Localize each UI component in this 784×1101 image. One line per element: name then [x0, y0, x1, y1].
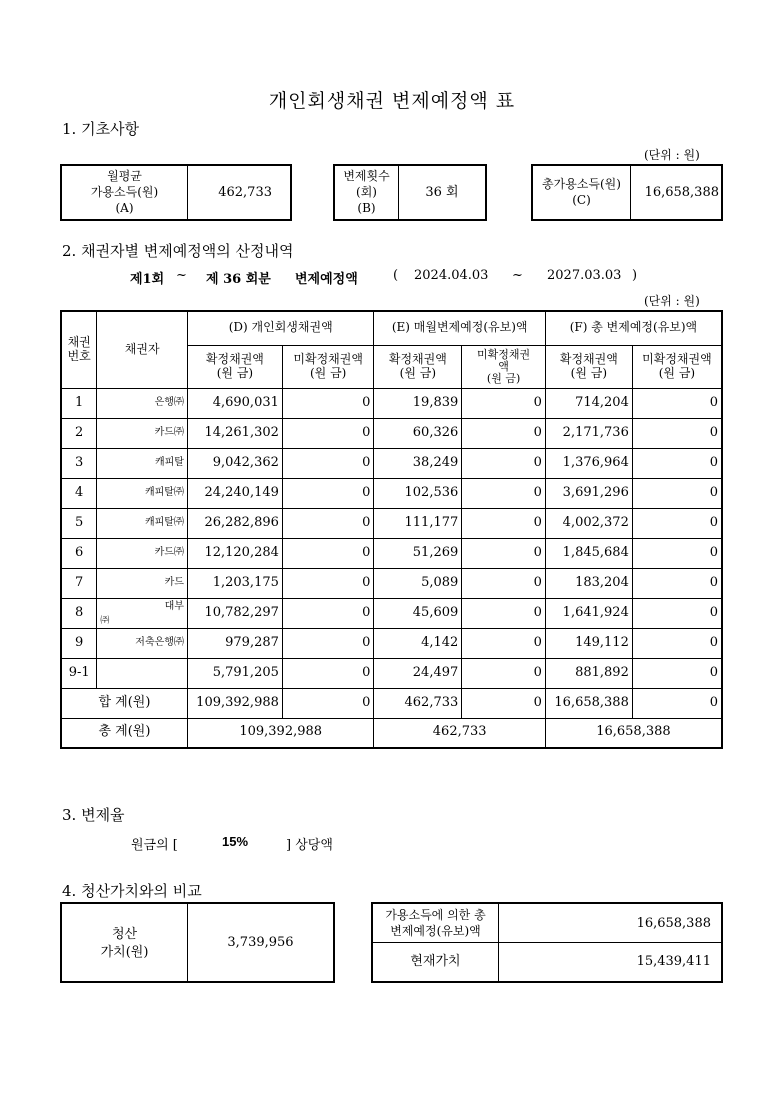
row-e-confirmed: 19,839 — [374, 388, 462, 418]
row-creditor — [97, 478, 188, 508]
header-f-confirmed — [545, 345, 632, 388]
monthly-income-label-3: (A) — [115, 201, 134, 215]
row-d-confirmed: 24,240,149 — [187, 478, 282, 508]
creditor-name: 카드㈜ — [154, 547, 184, 559]
row-e-confirmed: 111,177 — [374, 508, 462, 538]
subtotal-label: 합 계(원) — [61, 688, 187, 718]
creditor-suffix: ㈜ — [100, 616, 110, 627]
row-f-unconfirmed: 0 — [632, 508, 722, 538]
row-no: 8 — [61, 598, 97, 628]
table-row — [61, 388, 722, 418]
row-d-unconfirmed: 0 — [282, 658, 374, 688]
header-group-d: (D) 개인회생채권액 — [187, 311, 374, 345]
h-d2: 미확정채권액 — [293, 351, 363, 366]
h-f1: 확정채권액 — [559, 351, 618, 366]
header-f-unconfirmed — [632, 345, 722, 388]
row-e-confirmed: 5,089 — [374, 568, 462, 598]
liquidation-label: 청산 — [111, 927, 138, 942]
row-no: 4 — [61, 478, 97, 508]
section4-heading: 4. 청산가치와의 비교 — [62, 882, 202, 900]
total-income-box — [531, 164, 723, 221]
liquidation-value: 3,739,956 — [227, 935, 294, 950]
row-e-unconfirmed: 0 — [462, 388, 546, 418]
creditor-name: 캐피탈㈜ — [144, 517, 184, 529]
row-d-confirmed: 1,203,175 — [187, 568, 282, 598]
subtotal-d1: 109,392,988 — [187, 688, 282, 718]
monthly-income-box — [60, 164, 292, 221]
row-d-confirmed: 14,261,302 — [187, 418, 282, 448]
table-row — [61, 508, 722, 538]
row-f-unconfirmed: 0 — [632, 628, 722, 658]
row-f-unconfirmed: 0 — [632, 658, 722, 688]
row-no: 6 — [61, 538, 97, 568]
period-start-date: 2024.04.03 — [414, 268, 489, 283]
row-f-confirmed: 714,204 — [545, 388, 632, 418]
repayment-table — [60, 310, 723, 749]
row-creditor — [97, 508, 188, 538]
row-d-unconfirmed: 0 — [282, 538, 374, 568]
repay-count-label-3: (B) — [357, 201, 376, 215]
total-repay-label: 가용소득에 의한 총 — [385, 908, 486, 922]
row-creditor — [97, 568, 188, 598]
creditor-name: 은행㈜ — [154, 397, 184, 409]
total-income-label: 총가용소득(원) — [542, 177, 621, 191]
period-to: 제 36 회분 — [206, 272, 271, 287]
total-income-label-2: (C) — [572, 193, 591, 207]
row-creditor — [97, 448, 188, 478]
row-d-unconfirmed: 0 — [282, 628, 374, 658]
period-from: 제1회 — [130, 272, 165, 287]
row-creditor — [97, 388, 188, 418]
row-e-confirmed: 4,142 — [374, 628, 462, 658]
present-value-label: 현재가치 — [373, 943, 499, 981]
page-title: 개인회생채권 변제예정액 표 — [268, 90, 516, 112]
row-e-unconfirmed: 0 — [462, 568, 546, 598]
subtotal-f2: 0 — [632, 688, 722, 718]
row-f-unconfirmed: 0 — [632, 448, 722, 478]
row-f-confirmed: 1,376,964 — [545, 448, 632, 478]
row-no: 9 — [61, 628, 97, 658]
subtotal-f1: 16,658,388 — [545, 688, 632, 718]
row-d-unconfirmed: 0 — [282, 448, 374, 478]
row-d-unconfirmed: 0 — [282, 388, 374, 418]
liquidation-label-2: 가치(원) — [100, 945, 149, 960]
repay-comparison-box — [371, 902, 723, 983]
table-row — [61, 448, 722, 478]
h-d2w: (원 금) — [309, 365, 347, 380]
total-repay-label-2: 변제예정(유보)액 — [390, 924, 481, 938]
row-f-unconfirmed: 0 — [632, 418, 722, 448]
repay-count-label-2: (회) — [356, 185, 377, 199]
repay-count-value: 36 회 — [425, 185, 459, 200]
total-label: 총 계(원) — [61, 718, 187, 748]
row-f-unconfirmed: 0 — [632, 478, 722, 508]
period-tilde-1: ~ — [176, 268, 187, 283]
h-e2c: (원 금) — [486, 371, 521, 385]
monthly-income-label: 월평균 — [107, 169, 142, 183]
table-row — [61, 538, 722, 568]
creditor-name: 카드 — [164, 577, 184, 589]
monthly-income-label-2: 가용소득(원) — [90, 185, 159, 199]
table-row — [61, 418, 722, 448]
row-d-confirmed: 9,042,362 — [187, 448, 282, 478]
creditor-name: 대부 — [164, 600, 184, 612]
row-e-confirmed: 102,536 — [374, 478, 462, 508]
rate-value: 15% — [222, 834, 249, 849]
total-e: 462,733 — [374, 718, 545, 748]
row-no: 2 — [61, 418, 97, 448]
total-d: 109,392,988 — [187, 718, 374, 748]
row-f-confirmed: 183,204 — [545, 568, 632, 598]
creditor-name: 캐피탈 — [154, 457, 184, 469]
table-row — [61, 478, 722, 508]
row-f-confirmed: 149,112 — [545, 628, 632, 658]
period-tilde-2: ~ — [512, 268, 523, 283]
repay-count-box — [333, 164, 487, 221]
total-repay-value: 16,658,388 — [499, 904, 721, 943]
row-e-unconfirmed: 0 — [462, 538, 546, 568]
row-creditor — [97, 628, 188, 658]
row-e-unconfirmed: 0 — [462, 478, 546, 508]
row-f-confirmed: 881,892 — [545, 658, 632, 688]
h-f2: 미확정채권액 — [642, 351, 712, 366]
row-f-unconfirmed: 0 — [632, 538, 722, 568]
row-e-confirmed: 24,497 — [374, 658, 462, 688]
header-no-1: 채권 — [67, 334, 91, 349]
header-d-unconfirmed — [282, 345, 374, 388]
period-close: ) — [632, 268, 638, 283]
row-d-unconfirmed: 0 — [282, 418, 374, 448]
h-f2w: (원 금) — [658, 365, 696, 380]
h-e2a: 미확정채권 — [477, 347, 531, 361]
row-e-confirmed: 51,269 — [374, 538, 462, 568]
section2-heading: 2. 채권자별 변제예정액의 산정내역 — [62, 242, 294, 260]
row-no: 7 — [61, 568, 97, 598]
row-f-unconfirmed: 0 — [632, 388, 722, 418]
table-row — [61, 628, 722, 658]
rate-prefix: 원금의 [ — [131, 838, 178, 853]
h-d1: 확정채권액 — [205, 351, 264, 366]
row-e-unconfirmed: 0 — [462, 658, 546, 688]
table-row — [61, 598, 722, 628]
row-f-confirmed: 1,845,684 — [545, 538, 632, 568]
creditor-name: 캐피탈㈜ — [144, 487, 184, 499]
subtotal-e2: 0 — [462, 688, 546, 718]
row-e-unconfirmed: 0 — [462, 448, 546, 478]
header-e-unconfirmed — [462, 345, 546, 388]
section3-heading: 3. 변제율 — [62, 806, 125, 824]
table-row — [61, 568, 722, 598]
h-d1w: (원 금) — [216, 365, 254, 380]
row-e-confirmed: 45,609 — [374, 598, 462, 628]
row-f-unconfirmed: 0 — [632, 568, 722, 598]
row-d-confirmed: 979,287 — [187, 628, 282, 658]
row-creditor — [97, 418, 188, 448]
row-e-confirmed: 38,249 — [374, 448, 462, 478]
subtotal-e1: 462,733 — [374, 688, 462, 718]
row-e-unconfirmed: 0 — [462, 418, 546, 448]
row-creditor — [97, 598, 188, 628]
liquidation-value-box — [60, 902, 335, 983]
row-d-confirmed: 4,690,031 — [187, 388, 282, 418]
row-no: 3 — [61, 448, 97, 478]
row-e-unconfirmed: 0 — [462, 508, 546, 538]
header-group-f: (F) 총 변제예정(유보)액 — [545, 311, 722, 345]
row-d-unconfirmed: 0 — [282, 598, 374, 628]
section1-heading: 1. 기초사항 — [62, 120, 140, 138]
total-income-value: 16,658,388 — [644, 185, 719, 200]
row-d-unconfirmed: 0 — [282, 508, 374, 538]
subtotal-d2: 0 — [282, 688, 374, 718]
section2-unit: (단위 : 원) — [644, 294, 700, 308]
row-d-confirmed: 10,782,297 — [187, 598, 282, 628]
row-f-confirmed: 2,171,736 — [545, 418, 632, 448]
row-d-unconfirmed: 0 — [282, 478, 374, 508]
repay-count-label: 변제횟수 — [343, 169, 390, 183]
row-e-unconfirmed: 0 — [462, 598, 546, 628]
rate-suffix: ] 상당액 — [286, 838, 333, 853]
row-f-unconfirmed: 0 — [632, 598, 722, 628]
header-creditor: 채권자 — [97, 311, 188, 388]
h-e2b: 액 — [498, 359, 509, 373]
row-no: 1 — [61, 388, 97, 418]
period-open: ( — [393, 268, 399, 283]
header-no-2: 번호 — [67, 348, 91, 363]
monthly-income-value: 462,733 — [218, 185, 272, 200]
row-e-unconfirmed: 0 — [462, 628, 546, 658]
h-e1: 확정채권액 — [388, 351, 447, 366]
row-f-confirmed: 3,691,296 — [545, 478, 632, 508]
period-end-date: 2027.03.03 — [547, 268, 622, 283]
header-e-confirmed — [374, 345, 462, 388]
h-e1w: (원 금) — [399, 365, 437, 380]
section1-unit: (단위 : 원) — [644, 148, 700, 162]
row-f-confirmed: 4,002,372 — [545, 508, 632, 538]
period-amount-label: 변제예정액 — [295, 272, 358, 287]
creditor-name: 저축은행㈜ — [135, 637, 184, 649]
row-no: 9-1 — [61, 658, 97, 688]
present-value: 15,439,411 — [636, 954, 711, 969]
row-creditor — [97, 538, 188, 568]
header-no — [61, 311, 97, 388]
row-creditor — [97, 658, 188, 688]
row-d-confirmed: 26,282,896 — [187, 508, 282, 538]
row-d-unconfirmed: 0 — [282, 568, 374, 598]
row-d-confirmed: 5,791,205 — [187, 658, 282, 688]
header-group-e: (E) 매월변제예정(유보)액 — [374, 311, 545, 345]
row-e-confirmed: 60,326 — [374, 418, 462, 448]
creditor-name: 카드㈜ — [154, 427, 184, 439]
row-f-confirmed: 1,641,924 — [545, 598, 632, 628]
total-f: 16,658,388 — [545, 718, 722, 748]
row-no: 5 — [61, 508, 97, 538]
table-row — [61, 658, 722, 688]
row-d-confirmed: 12,120,284 — [187, 538, 282, 568]
h-f1w: (원 금) — [570, 365, 608, 380]
header-d-confirmed — [187, 345, 282, 388]
